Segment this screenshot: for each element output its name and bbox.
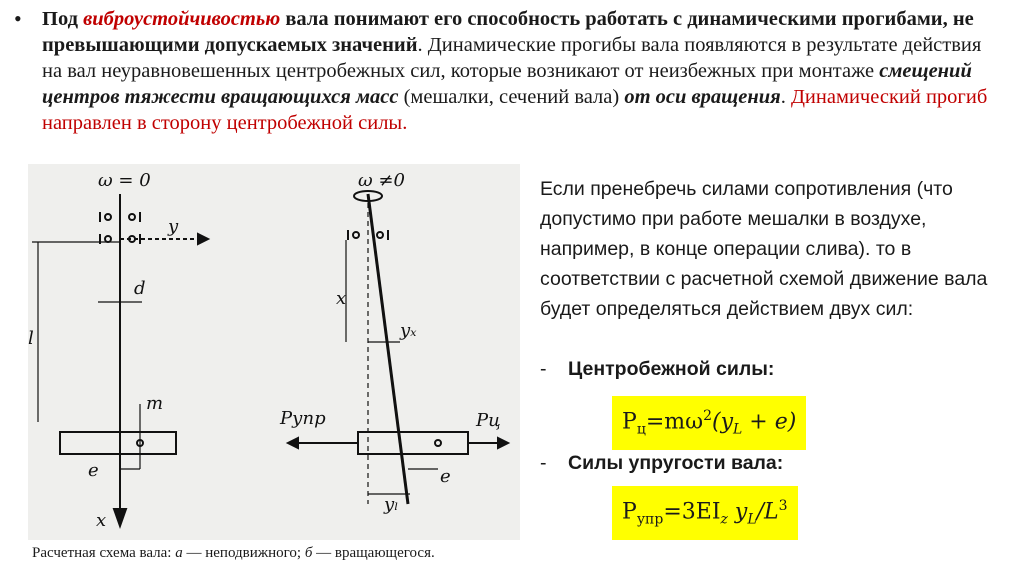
f2-sub2: z <box>720 511 728 528</box>
bullet-icon: • <box>14 6 22 31</box>
f2-sub3: L <box>747 511 757 528</box>
right-disk <box>358 432 468 454</box>
left-x-arrow <box>114 509 126 526</box>
para-part2: вала понимают его способность работать с динамическими прогибами, не превышающими допускаемых значений <box>42 8 974 56</box>
label-pc: Pц <box>476 410 501 431</box>
label-pupr: Pупр <box>280 408 326 429</box>
caption-b: б <box>304 545 313 561</box>
caption-mid: — неподвижного; <box>182 545 305 561</box>
shaft-scheme-diagram <box>28 164 520 540</box>
item-centrifugal <box>540 358 774 381</box>
f1-sub2: L <box>733 421 743 438</box>
item-elastic <box>540 452 783 475</box>
f1-lhs: P <box>622 409 637 435</box>
para-part5: . <box>780 86 791 108</box>
item2-label: Силы упругости вала: <box>568 452 784 474</box>
intro-paragraph <box>14 6 1004 136</box>
label-l: l <box>28 328 34 349</box>
f2-tail: /L <box>756 499 779 525</box>
para-part1: Под <box>42 8 84 30</box>
f2-y: y <box>727 499 748 525</box>
caption-end: — вращающегося. <box>312 545 435 561</box>
f1-tail: + e) <box>742 409 797 435</box>
dash-1: - <box>540 358 547 380</box>
para-part4: (мешалки, сечений вала) <box>398 86 625 108</box>
label-x-right: x <box>336 288 347 309</box>
label-x-left: x <box>96 510 107 531</box>
label-d: d <box>134 278 146 299</box>
f1-paren: (y <box>711 409 733 435</box>
para-part3: . Динамические прогибы вала появляются в результате действия на вал неуравновешенных центробежных сил, которые возникают от неизбежных при монтаже <box>42 34 982 82</box>
para-bold2: от оси вращения <box>624 86 781 108</box>
right-shaft-bent <box>368 194 408 504</box>
label-omega0: ω = 0 <box>98 170 151 191</box>
pc-arrow <box>498 438 508 448</box>
label-y: y <box>168 216 179 237</box>
label-m: m <box>146 393 164 414</box>
figure-caption <box>32 545 435 562</box>
label-e-left: e <box>88 460 99 481</box>
dash-2: - <box>540 452 547 474</box>
label-omega-ne0: ω ≠0 <box>358 170 405 191</box>
label-yx: yₓ <box>400 320 417 341</box>
item1-label: Центробежной силы: <box>568 358 775 380</box>
para-bold1: смещений центров тяжести вращающихся масс <box>42 60 972 108</box>
caption-prefix: Расчетная схема вала: <box>32 545 176 561</box>
f2-exp: 3 <box>778 498 788 514</box>
formula-elastic <box>612 486 798 540</box>
label-e-right: e <box>440 466 451 487</box>
label-yl: yₗ <box>384 494 399 515</box>
pupr-arrow <box>288 438 298 448</box>
left-disk <box>60 432 176 454</box>
paragraph-text <box>42 6 1004 136</box>
right-description: Если пренебречь силами сопротивления (что допустимо при работе мешалки в воздухе, например, в конце операции слива). то в соответствии с расчетной схемой движение вала будет определяться действием двух сил: <box>540 178 988 320</box>
f2-lhs: P <box>622 499 637 525</box>
f1-rest: =mω <box>645 409 704 435</box>
f1-sub: ц <box>636 421 646 438</box>
para-red-sentence: Динамический прогиб направлен в сторону центробежной силы. <box>42 86 988 134</box>
f2-rest: =3EI <box>663 499 721 525</box>
f1-exp: 2 <box>703 408 712 424</box>
term-vibrostability: виброустойчивостью <box>83 8 281 30</box>
formula-centrifugal <box>612 396 806 450</box>
f2-sub: упр <box>636 511 664 528</box>
caption-a: а <box>175 545 183 561</box>
shaft-scheme-figure <box>28 164 520 540</box>
